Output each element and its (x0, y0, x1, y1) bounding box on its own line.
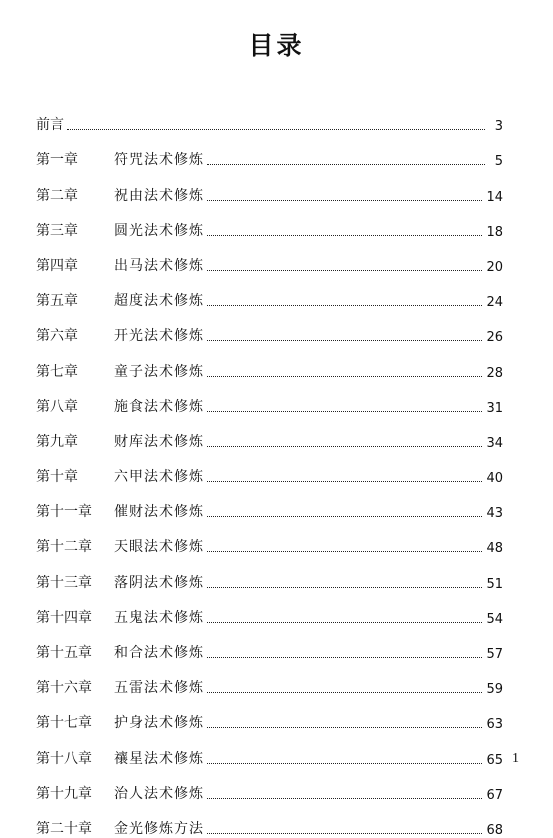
toc-chapter-title: 催财法术修炼 (114, 504, 204, 521)
toc-chapter-title: 出马法术修炼 (114, 257, 204, 274)
toc-chapter-title: 开光法术修炼 (114, 328, 204, 345)
toc-chapter-label: 第三章 (36, 222, 78, 239)
toc-chapter-title: 落阴法术修炼 (114, 574, 204, 591)
toc-chapter-title: 护身法术修炼 (114, 715, 204, 732)
toc-page-number: 24 (486, 295, 503, 311)
toc-entry[interactable] (36, 627, 503, 662)
toc-page-number: 51 (486, 576, 503, 592)
toc-page-number: 5 (494, 154, 503, 170)
toc-chapter-label: 第二章 (36, 187, 78, 204)
toc-chapter-label: 第一章 (36, 152, 78, 169)
dot-leader (207, 833, 482, 834)
dot-leader (207, 657, 482, 658)
toc-chapter-label: 第十七章 (36, 715, 92, 732)
toc-page-number: 26 (486, 330, 503, 346)
toc-page-number: 65 (486, 752, 503, 768)
toc-chapter-title: 五雷法术修炼 (114, 680, 204, 697)
dot-leader (207, 727, 482, 728)
toc-page-number: 43 (486, 506, 503, 522)
toc-chapter-title: 圆光法术修炼 (114, 222, 204, 239)
dot-leader (207, 798, 482, 799)
toc-chapter-label: 前言 (36, 117, 64, 134)
toc-entry[interactable] (36, 486, 503, 521)
toc-entry[interactable] (36, 662, 503, 697)
dot-leader (207, 516, 482, 517)
toc-chapter-label: 第十章 (36, 469, 78, 486)
dot-leader (207, 340, 482, 341)
toc-page-number: 20 (486, 259, 503, 275)
toc-entry[interactable] (36, 451, 503, 486)
toc-page-number: 31 (486, 400, 503, 416)
toc-entry[interactable] (36, 240, 503, 275)
toc-chapter-title: 天眼法术修炼 (114, 539, 204, 556)
toc-chapter-label: 第九章 (36, 433, 78, 450)
toc-entry[interactable] (36, 134, 503, 169)
toc-entry[interactable] (36, 205, 503, 240)
toc-page-number: 34 (486, 435, 503, 451)
toc-entry[interactable] (36, 381, 503, 416)
toc-page-number: 63 (486, 717, 503, 733)
toc-entry[interactable] (36, 732, 503, 767)
dot-leader (207, 164, 485, 165)
dot-leader (207, 692, 482, 693)
toc-chapter-label: 第十八章 (36, 750, 92, 767)
toc-page-number: 28 (486, 365, 503, 381)
toc-chapter-title: 童子法术修炼 (114, 363, 204, 380)
toc-entry[interactable] (36, 521, 503, 556)
dot-leader (207, 270, 482, 271)
toc-chapter-label: 第六章 (36, 328, 78, 345)
dot-leader (207, 411, 482, 412)
page-number: 1 (512, 751, 519, 766)
toc-chapter-title: 和合法术修炼 (114, 645, 204, 661)
dot-leader (207, 587, 482, 588)
toc-chapter-title: 施食法术修炼 (114, 398, 204, 415)
toc-chapter-title: 财库法术修炼 (114, 433, 204, 450)
toc-page-number: 57 (486, 647, 503, 662)
dot-leader (207, 446, 482, 447)
toc-entry[interactable] (36, 592, 503, 627)
toc-page-number: 14 (486, 189, 503, 205)
table-of-contents (36, 99, 503, 838)
page-title: 目录 (248, 31, 305, 60)
dot-leader (207, 622, 482, 623)
toc-page-number: 59 (486, 682, 503, 698)
toc-chapter-label: 第五章 (36, 293, 78, 310)
dot-leader (207, 551, 482, 552)
toc-entry[interactable] (36, 169, 503, 204)
toc-chapter-title: 祝由法术修炼 (114, 187, 204, 204)
dot-leader (207, 305, 482, 306)
toc-entry-preface[interactable] (36, 99, 503, 134)
toc-chapter-label: 第十五章 (36, 645, 92, 661)
toc-chapter-title: 治人法术修炼 (114, 785, 204, 802)
toc-chapter-label: 第十二章 (36, 539, 92, 556)
dot-leader (207, 235, 482, 236)
toc-entry[interactable] (36, 768, 503, 803)
toc-entry[interactable] (36, 310, 503, 345)
toc-page-number: 18 (486, 224, 503, 240)
toc-entry[interactable] (36, 416, 503, 451)
toc-entry[interactable] (36, 345, 503, 380)
toc-page-number: 48 (486, 541, 503, 557)
dot-leader (67, 129, 485, 130)
toc-page-number: 54 (486, 611, 503, 627)
toc-chapter-label: 第十四章 (36, 609, 92, 626)
toc-chapter-title: 五鬼法术修炼 (114, 609, 204, 626)
toc-page-number: 67 (486, 787, 503, 803)
toc-chapter-title: 超度法术修炼 (114, 293, 204, 310)
dot-leader (207, 376, 482, 377)
dot-leader (207, 481, 482, 482)
toc-chapter-label: 第七章 (36, 363, 78, 380)
toc-chapter-label: 第十一章 (36, 504, 92, 521)
toc-chapter-label: 第二十章 (36, 820, 92, 837)
dot-leader (207, 200, 482, 201)
toc-chapter-label: 第四章 (36, 257, 78, 274)
toc-chapter-label: 第八章 (36, 398, 78, 415)
toc-entry[interactable] (36, 556, 503, 591)
toc-entry[interactable] (36, 697, 503, 732)
toc-entry[interactable] (36, 803, 503, 838)
toc-page-number: 68 (486, 822, 503, 838)
toc-chapter-label: 第十三章 (36, 574, 92, 591)
toc-chapter-title: 符咒法术修炼 (114, 152, 204, 169)
toc-entry[interactable] (36, 275, 503, 310)
toc-page-number: 40 (486, 471, 503, 487)
toc-chapter-title: 禳星法术修炼 (114, 750, 204, 767)
dot-leader (207, 763, 482, 764)
toc-page-number: 3 (494, 119, 503, 135)
toc-chapter-title: 金光修炼方法 (114, 820, 204, 837)
toc-chapter-label: 第十九章 (36, 785, 92, 802)
toc-chapter-title: 六甲法术修炼 (114, 469, 204, 486)
toc-chapter-label: 第十六章 (36, 680, 92, 697)
